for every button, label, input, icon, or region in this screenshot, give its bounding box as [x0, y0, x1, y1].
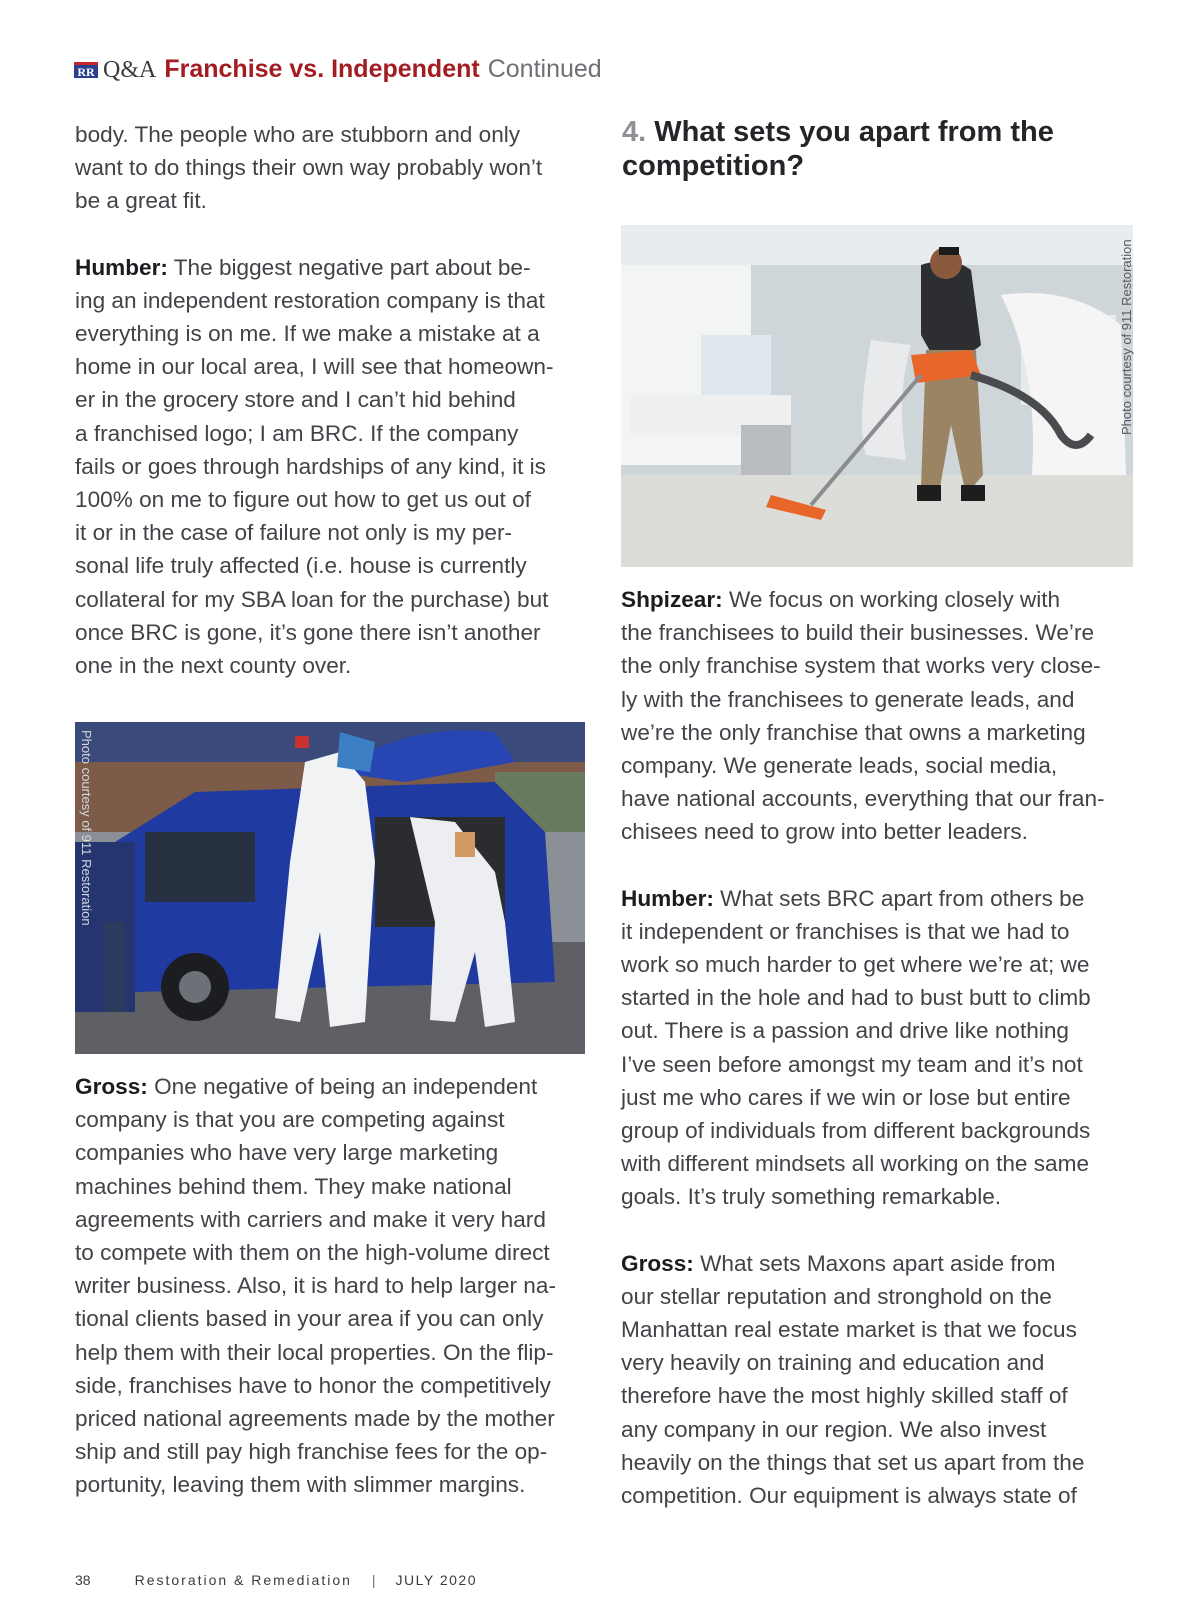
text-line: the only franchise system that works very close-: [621, 653, 1101, 679]
qa-label: Q&A: [103, 57, 157, 83]
text-line: er in the grocery store and I can’t hid behind: [75, 387, 516, 413]
text-line: writer business. Also, it is hard to help larger na-: [75, 1273, 556, 1299]
question-heading: [622, 115, 1142, 183]
text-line: home in our local area, I will see that homeown-: [75, 354, 554, 380]
footer-separator: |: [371, 1572, 376, 1588]
text-line: once BRC is gone, it’s gone there isn’t another: [75, 619, 541, 645]
text-line: one in the next county over.: [75, 653, 352, 679]
photo-credit-left: Photo courtesy of 911 Restoration: [79, 730, 94, 926]
text-line: everything is on me. If we make a mistake at a: [75, 321, 540, 347]
text-line: heavily on the things that set us apart from the: [621, 1449, 1085, 1475]
text-line: company is that you are competing against: [75, 1107, 505, 1133]
text-line: The biggest negative part about be-: [167, 254, 531, 280]
text-line: we’re the only franchise that owns a marketing: [621, 719, 1086, 745]
speaker-name: Shpizear:: [621, 587, 723, 612]
text-line: side, franchises have to honor the competitively: [75, 1372, 551, 1398]
text-line: with different mindsets all working on the same: [621, 1151, 1090, 1177]
photo-credit-right: Photo courtesy of 911 Restoration: [1119, 239, 1134, 435]
text-line: companies who have very large marketing: [75, 1140, 499, 1166]
text-line: sonal life truly affected (i.e. house is currently: [75, 553, 527, 579]
text-line: group of individuals from different backgrounds: [621, 1118, 1091, 1144]
text-line: tional clients based in your area if you can only: [75, 1306, 544, 1332]
paragraph-gross-left: [75, 1070, 585, 1502]
speaker-name: Gross:: [75, 1074, 148, 1099]
text-line: ing an independent restoration company is that: [75, 287, 545, 313]
text-line: help them with their local properties. On the flip-: [75, 1339, 554, 1365]
text-line: machines behind them. They make national: [75, 1173, 512, 1199]
text-line: a franchised logo; I am BRC. If the company: [75, 420, 519, 446]
svg-text:RR: RR: [77, 65, 95, 79]
magazine-name: Restoration & Remediation: [134, 1572, 352, 1588]
text-line: goals. It’s truly something remarkable.: [621, 1184, 1002, 1210]
text-line: want to do things their own way probably won’t: [75, 155, 543, 181]
text-line: work so much harder to get where we’re at; we: [621, 952, 1090, 978]
text-line: it or in the case of failure not only is my per-: [75, 520, 513, 546]
photo-illustration: [75, 722, 585, 1054]
question-number: 4.: [622, 116, 647, 148]
photo-illustration: [621, 225, 1133, 567]
page-footer: [75, 1572, 477, 1588]
section-title: Franchise vs. Independent: [164, 55, 480, 83]
text-line: be a great fit.: [75, 188, 207, 214]
text-line: chisees need to grow into better leaders.: [621, 819, 1028, 845]
paragraph-continued: [75, 118, 585, 218]
text-line: Manhattan real estate market is that we focus: [621, 1317, 1077, 1343]
text-line: ly with the franchisees to generate leads, and: [621, 686, 1075, 712]
paragraph-humber-right: [621, 882, 1141, 1214]
photo-suv-workers: [75, 722, 585, 1054]
paragraph-humber-left: [75, 251, 585, 683]
text-line: our stellar reputation and stronghold on the: [621, 1283, 1052, 1309]
photo-technician: [621, 225, 1133, 567]
paragraph-shpizear: [621, 583, 1141, 849]
text-line: out. There is a passion and drive like nothing: [621, 1018, 1069, 1044]
speaker-name: Gross:: [621, 1250, 694, 1276]
text-line: started in the hole and had to bust butt to climb: [621, 985, 1091, 1011]
issue-date: JULY 2020: [395, 1572, 478, 1588]
text-line: I’ve seen before amongst my team and it’s not: [621, 1051, 1083, 1077]
text-line: 100% on me to figure out how to get us out of: [75, 487, 531, 513]
text-line: priced national agreements made by the mother: [75, 1406, 555, 1432]
text-line: competition. Our equipment is always state of: [621, 1483, 1077, 1509]
text-line: the franchisees to build their businesses. We’re: [621, 620, 1095, 646]
text-line: fails or goes through hardships of any kind, it is: [75, 453, 546, 479]
page-header: [73, 55, 602, 87]
text-line: body. The people who are stubborn and only: [75, 122, 521, 147]
text-line: ship and still pay high franchise fees for the op-: [75, 1439, 548, 1465]
text-line: portunity, leaving them with slimmer margins.: [75, 1472, 526, 1498]
rr-logo-icon: [73, 61, 99, 79]
text-line: What sets BRC apart from others be: [713, 885, 1085, 911]
text-line: We focus on working closely with: [722, 587, 1061, 612]
right-column: [621, 583, 1141, 1512]
paragraph-gross-right: [621, 1247, 1141, 1513]
text-line: therefore have the most highly skilled staff of: [621, 1383, 1068, 1409]
text-line: collateral for my SBA loan for the purchase) but: [75, 586, 549, 612]
continued-label: Continued: [487, 55, 602, 83]
text-line: company. We generate leads, social media,: [621, 753, 1058, 779]
question-text: What sets you apart from the competition?: [622, 116, 1054, 182]
text-line: to compete with them on the high-volume direct: [75, 1240, 550, 1266]
left-column-top: [75, 118, 585, 682]
left-column-bottom: [75, 1070, 585, 1502]
text-line: any company in our region. We also invest: [621, 1416, 1047, 1442]
text-line: it independent or franchises is that we had to: [621, 918, 1070, 944]
speaker-name: Humber:: [75, 254, 168, 280]
speaker-name: Humber:: [621, 885, 714, 911]
text-line: very heavily on training and education and: [621, 1350, 1045, 1376]
text-line: just me who cares if we win or lose but entire: [621, 1084, 1071, 1110]
text-line: have national accounts, everything that our fran-: [621, 786, 1105, 812]
text-line: One negative of being an independent: [147, 1074, 538, 1099]
text-line: What sets Maxons apart aside from: [693, 1250, 1056, 1276]
text-line: agreements with carriers and make it very hard: [75, 1206, 546, 1232]
page-number: 38: [75, 1572, 91, 1588]
